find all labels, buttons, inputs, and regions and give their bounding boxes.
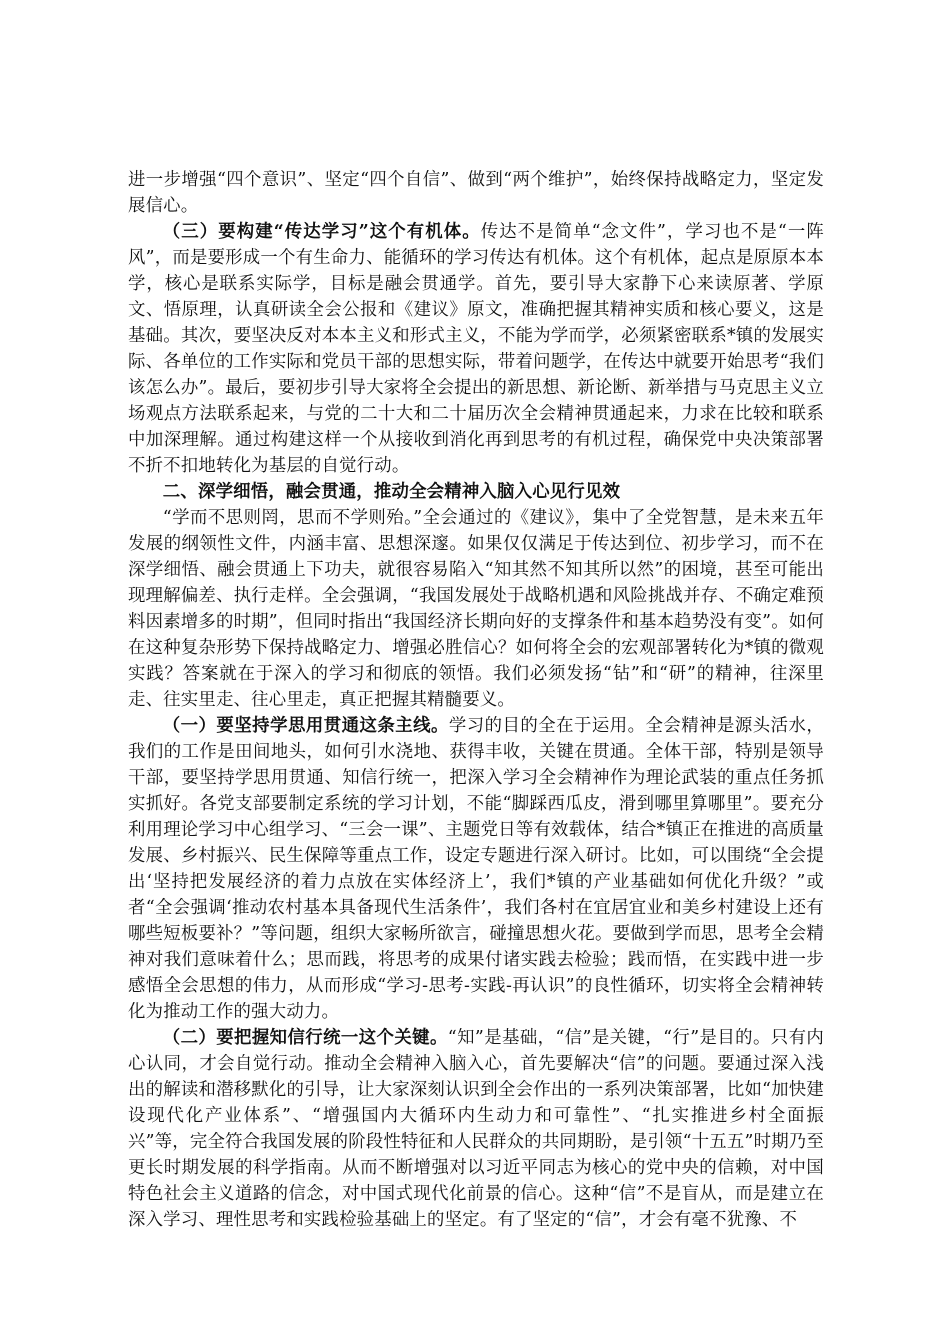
item-two-body: “知”是基础，“信”是关键，“行”是目的。只有内心认同，才会自觉行动。推动全会精神入脑入心，首先要解决“信”的问题。要通过深入浅出的解读和潜移默化的引导，让大家深刻认识到全会作出的一系列决策部署，比如“加快建设现代化产业体系”、“增强国内大循环内生动力和可靠性”、“扎实推进乡村全面振兴”等，完全符合我国发展的阶段性特征和人民群众的共同期盼，是引领“十五五”时期乃至更长时期发展的科学指南。从而不断增强对以习近平同志为核心的党中央的信赖，对中国特色社会主义道路的信念，对中国式现代化前景的信心。这种“信”不是盲从，而是建立在深入学习、理性思考和实践检验基础上的坚定。有了坚定的“信”，才会有毫不犹豫、不 [128, 1028, 824, 1230]
paragraph-three-lead: （三）要构建“传达学习”这个有机体。 [162, 222, 481, 242]
paragraph-three [128, 219, 824, 479]
item-two-lead: （二）要把握知信行统一这个关键。 [162, 1028, 448, 1048]
paragraph-continuation: 进一步增强“四个意识”、坚定“四个自信”、做到“两个维护”，始终保持战略定力，坚定发展信心。 [128, 170, 824, 216]
item-one-body: 学习的目的全在于运用。全会精神是源头活水，我们的工作是田间地头，如何引水浇地、获得丰收，关键在贯通。全体干部，特别是领导干部，要坚持学思用贯通、知信行统一，把深入学习全会精神作为理论武装的重点任务抓实抓好。各党支部要制定系统的学习计划，不能“脚踩西瓜皮，滑到哪里算哪里”。要充分利用理论学习中心组学习、“三会一课”、主题党日等有效载体，结合*镇正在推进的高质量发展、乡村振兴、民生保障等重点工作，设定专题进行深入研讨。比如，可以围绕“全会提出‘坚持把发展经济的着力点放在实体经济上’，我们*镇的产业基础如何优化升级？”或者“全会强调‘推动农村基本具备现代生活条件’，我们各村在宜居宜业和美乡村建设上还有哪些短板要补？”等问题，组织大家畅所欲言，碰撞思想火花。要做到学而思，思考全会精神对我们意味着什么；思而践，将思考的成果付诸实践去检验；践而悟，在实践中进一步感悟全会思想的伟力，从而形成“学习-思考-实践-再认识”的良性循环，切实将全会精神转化为推动工作的强大动力。 [128, 716, 825, 1022]
paragraph-three-body: 传达不是简单“念文件”，学习也不是“一阵风”，而是要形成一个有生命力、能循环的学习传达有机体。这个有机体，起点是原原本本学，核心是联系实际学，目标是融会贯通学。首先，要引导大家静下心来读原著、学原文、悟原理，认真研读全会公报和《建议》原文，准确把握其精神实质和核心要义，这是基础。其次，要坚决反对本本主义和形式主义，不能为学而学，必须紧密联系*镇的发展实际、各单位的工作实际和党员干部的思想实际，带着问题学，在传达中就要开始思考“我们该怎么办”。最后，要初步引导大家将全会提出的新思想、新论断、新举措与马克思主义立场观点方法联系起来，与党的二十大和二十届历次全会精神贯通起来，力求在比较和联系中加深理解。通过构建这样一个从接收到消化再到思考的有机过程，确保党中央决策部署不折不扣地转化为基层的自觉行动。 [128, 222, 824, 476]
document-page [128, 167, 824, 1233]
item-one-lead: （一）要坚持学思用贯通这条主线。 [162, 716, 449, 736]
section-two-heading: 二、深学细悟，融会贯通，推动全会精神入脑入心见行见效 [162, 482, 621, 502]
section-two-intro: “学而不思则罔，思而不学则殆。”全会通过的《建议》，集中了全党智慧，是未来五年发展的纲领性文件，内涵丰富、思想深邃。如果仅仅满足于传达到位、初步学习，而不在深学细悟、融会贯通上下功夫，就很容易陷入“知其然不知其所以然”的困境，甚至可能出现理解偏差、执行走样。全会强调，“我国发展处于战略机遇和风险挑战并存、不确定难预料因素增多的时期”，但同时指出“我国经济长期向好的支撑条件和基本趋势没有变”。如何在这种复杂形势下保持战略定力、增强必胜信心？如何将全会的宏观部署转化为*镇的微观实践？答案就在于深入的学习和彻底的领悟。我们必须发扬“钻”和“研”的精神，往深里走、往实里走、往心里走，真正把握其精髓要义。 [128, 508, 824, 710]
item-one-paragraph [128, 713, 824, 1025]
item-two-paragraph [128, 1025, 824, 1233]
